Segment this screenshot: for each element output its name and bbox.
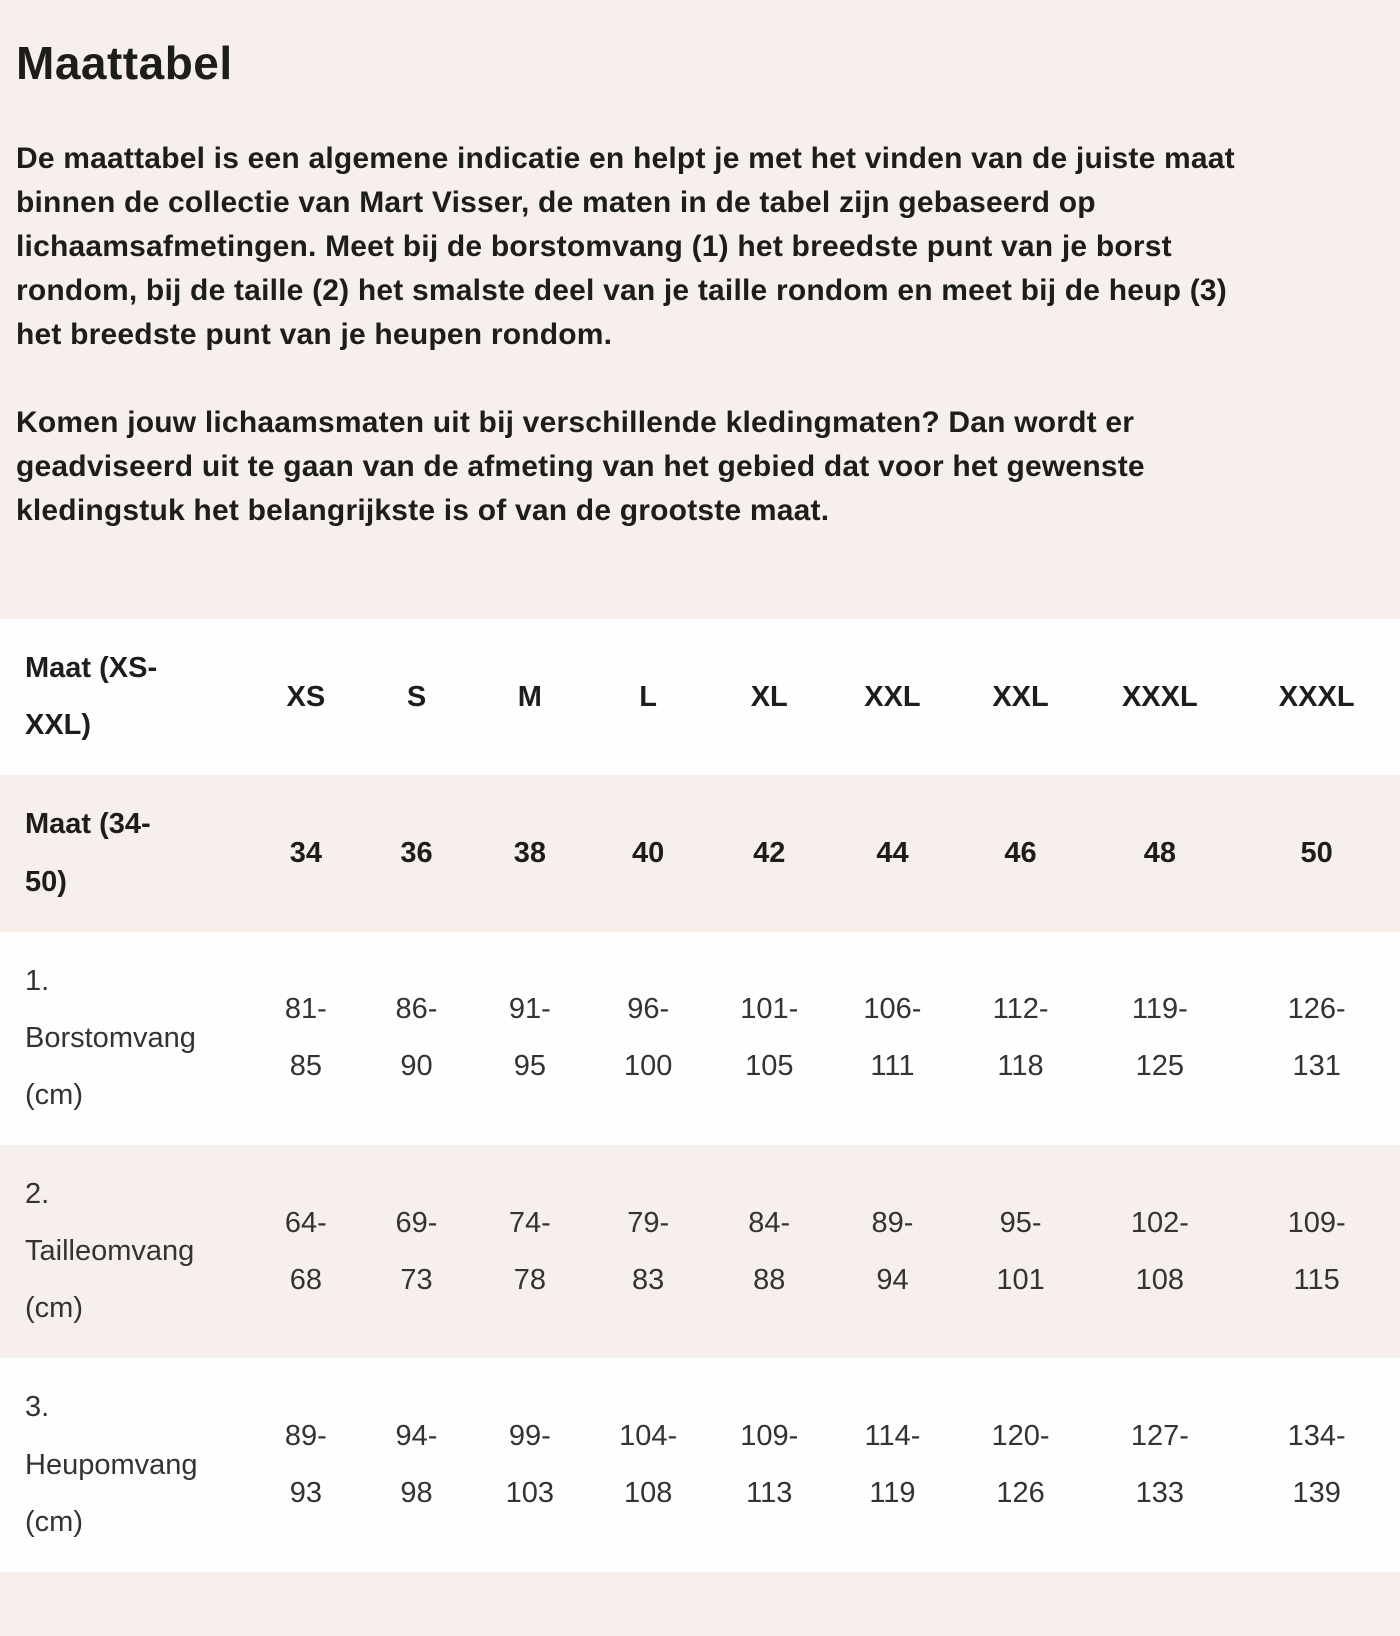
size-cell: 102- 108 <box>1130 1206 1189 1296</box>
size-cell: 127- 133 <box>1130 1420 1189 1510</box>
size-cell: 89- 94 <box>871 1206 914 1296</box>
table-row <box>0 1145 1400 1358</box>
size-cell: S <box>406 680 427 713</box>
size-cell: 106- 111 <box>863 993 922 1083</box>
size-cell: XS <box>286 680 326 713</box>
size-cell: 120- 126 <box>991 1420 1050 1510</box>
size-cell: 64- 68 <box>284 1206 327 1296</box>
size-cell: 46 <box>1004 837 1037 869</box>
size-guide-page <box>0 36 1400 1636</box>
size-cell: 119- 125 <box>1131 993 1188 1083</box>
size-cell: 95- 101 <box>996 1206 1045 1296</box>
size-cell: 96- 100 <box>623 993 673 1083</box>
size-cell: 79- 83 <box>627 1206 670 1296</box>
size-cell: 109- 113 <box>740 1420 799 1510</box>
table-row <box>0 932 1400 1145</box>
size-cell: 38 <box>513 837 546 869</box>
row-label: Maat (34-50) <box>25 808 151 898</box>
size-table <box>0 619 1400 1572</box>
size-cell: 48 <box>1143 837 1176 869</box>
size-cell: L <box>639 680 658 713</box>
size-cell: 74- 78 <box>508 1206 551 1296</box>
size-cell: 99- 103 <box>505 1420 555 1510</box>
size-cell: 50 <box>1300 837 1333 869</box>
table-row <box>0 1358 1400 1571</box>
table-row <box>0 775 1400 931</box>
size-cell: 104- 108 <box>619 1420 678 1510</box>
size-cell: M <box>517 680 542 713</box>
size-cell: 44 <box>876 837 909 869</box>
intro-paragraph: De maattabel is een algemene indicatie en helpt je met het vinden van de juiste maat binnen de collectie van Mart Visser, de maten in de tabel zijn gebaseerd op lichaamsafmetingen. Meet bij de borstomvang (1) het breedste punt van je borst rondom, bij de taille (2) het smalste deel van je taille rondom en meet bij de heup (3) het breedste punt van je heupen rondom. <box>16 142 1235 352</box>
row-label: 1. Borstomvang (cm) <box>25 964 196 1111</box>
size-cell: 101- 105 <box>740 993 799 1083</box>
row-label: 3. Heupomvang (cm) <box>25 1391 198 1538</box>
size-cell: 134- 139 <box>1287 1420 1346 1510</box>
size-cell: 36 <box>400 837 433 869</box>
size-cell: 126- 131 <box>1287 993 1346 1083</box>
table-row <box>0 619 1400 775</box>
size-cell: 40 <box>632 837 665 869</box>
size-cell: XL <box>750 680 788 713</box>
size-cell: XXL <box>864 680 921 713</box>
size-cell: 86- 90 <box>395 993 438 1083</box>
size-cell: 91- 95 <box>508 993 551 1083</box>
size-cell: 114- 119 <box>864 1420 921 1510</box>
size-cell: 81- 85 <box>284 993 327 1083</box>
size-cell: 89- 93 <box>284 1420 327 1510</box>
size-cell: 42 <box>753 837 786 869</box>
size-cell: 84- 88 <box>748 1206 791 1296</box>
size-cell: 69- 73 <box>395 1206 438 1296</box>
size-cell: 109- 115 <box>1287 1206 1346 1296</box>
size-cell: 112- 118 <box>992 993 1049 1083</box>
row-label: Maat (XS-XXL) <box>25 652 158 742</box>
advice-paragraph: Komen jouw lichaamsmaten uit bij verschillende kledingmaten? Dan wordt er geadviseerd uit te gaan van de afmeting van het gebied dat voor het gewenste kledingstuk het belangrijkste is of van de grootste maat. <box>16 406 1145 528</box>
row-label: 2. Tailleomvang (cm) <box>25 1178 195 1325</box>
size-guide-section <box>0 36 1400 1572</box>
size-cell: XXL <box>992 680 1049 713</box>
size-cell: XXXL <box>1121 680 1198 713</box>
page-title: Maattabel <box>16 37 233 89</box>
size-cell: 34 <box>289 837 323 869</box>
size-cell: XXXL <box>1278 680 1355 713</box>
size-cell: 94- 98 <box>395 1420 438 1510</box>
